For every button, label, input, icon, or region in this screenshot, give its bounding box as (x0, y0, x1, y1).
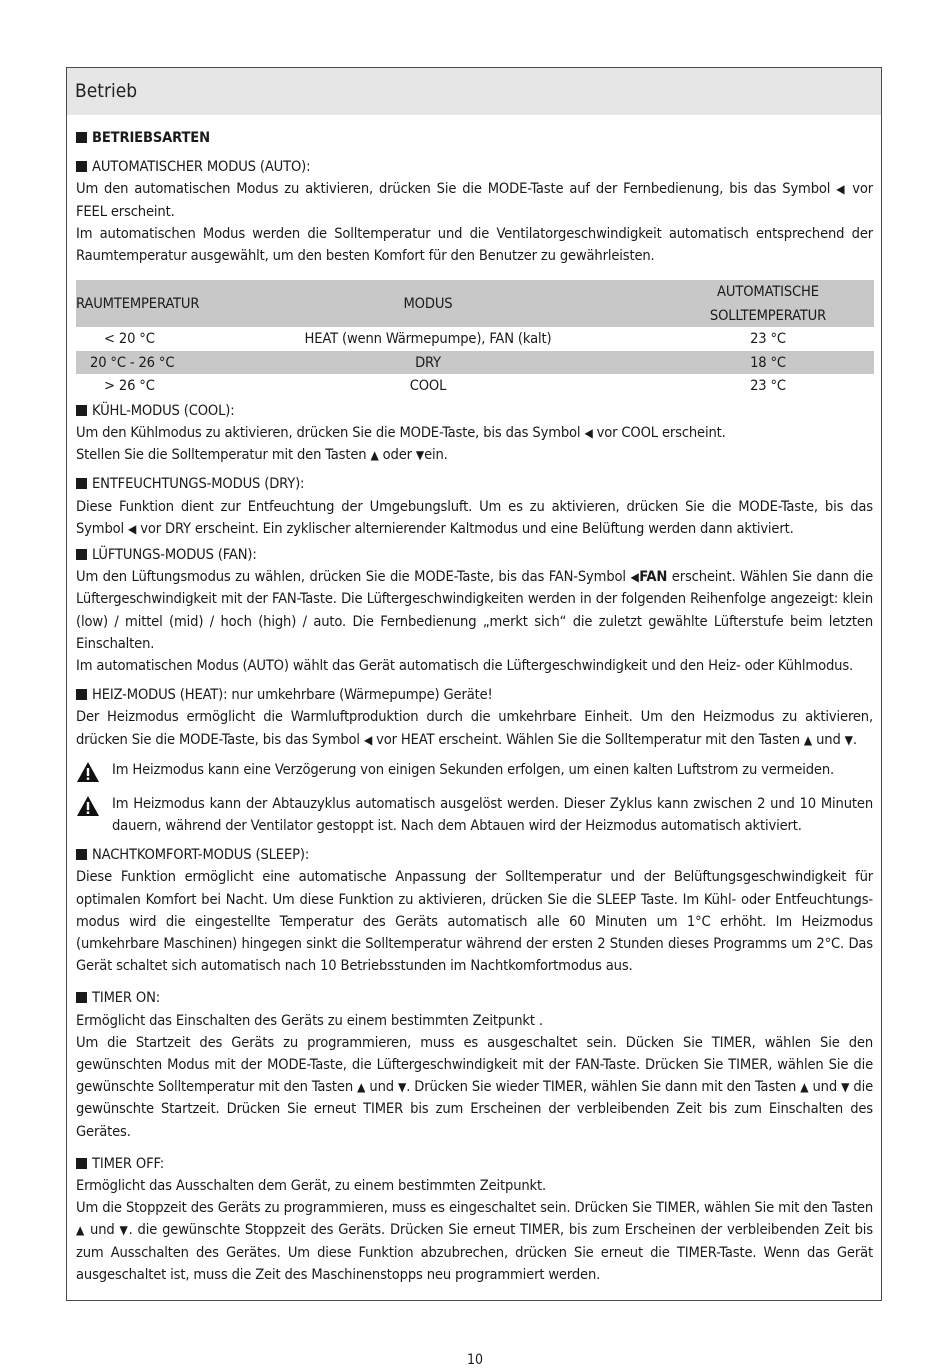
table-header-cell: AUTOMATISCHE SOLLTEMPERATUR (562, 280, 874, 327)
square-bullet-icon (76, 478, 87, 489)
square-bullet-icon (76, 992, 87, 1003)
page-header (67, 68, 881, 115)
timer-off-heading: TIMER OFF: (76, 1153, 873, 1175)
table-header-row (76, 280, 874, 327)
arrow-left-icon: ◀ (836, 182, 847, 197)
arrow-up-icon: ▲ (803, 732, 813, 747)
warning-icon (76, 795, 100, 817)
timer-on-paragraph-1: Ermöglicht das Einschalten des Geräts zu einem bestimmten Zeitpunkt . (76, 1011, 543, 1029)
table-cell: 20 °C - 26 °C (76, 351, 294, 375)
sleep-paragraph-1: Diese Funktion ermöglicht eine automatische Anpassung der Solltemperatur und der Belüftungsgeschwindigkeit für optimalen Komfort bei Nacht. Um diese Funktion zu aktivieren, drücken Sie die SLEEP Taste. Im Kühl- oder Entfeuchtungs-modus wird die eingestellte Temperatur des Geräts automatisch alle 60 Minuten um 1°C erhöht. Im Heizmodus (umkehrbare Maschinen) hingegen sinkt die Solltemperatur während der ersten 2 Stunden dieses Programms um 2°C. Das Gerät schaltet sich automatisch nach 10 Betriebsstunden im Nachtkomfortmodus aus. (76, 868, 873, 975)
square-bullet-icon (76, 132, 87, 143)
square-bullet-icon (76, 161, 87, 172)
arrow-left-icon: ◀ (630, 570, 640, 585)
cool-paragraph-1: Um den Kühlmodus zu aktivieren, drücken Sie die MODE-Taste, bis das Symbol ◀ vor COOL erscheint. (76, 423, 726, 441)
heat-paragraph-1: Der Heizmodus ermöglicht die Warmluftproduktion durch die umkehrbare Einheit. Um den Heizmodus zu aktivieren, drücken Sie die MODE-Taste, bis das Symbol ◀ vor HEAT erscheint. Wählen Sie die Solltemperatur mit den Tasten ▲ und ▼. (76, 708, 873, 748)
page-number: 10 (466, 1352, 484, 1368)
auto-paragraph-1: Um den automatischen Modus zu aktivieren, drücken Sie die MODE-Taste auf der Fernbedienung, bis das Symbol ◀ vor FEEL erscheint. (76, 180, 874, 220)
arrow-down-icon: ▼ (398, 1080, 407, 1095)
table-cell: COOL (409, 377, 447, 395)
dry-paragraph-1: Diese Funktion dient zur Entfeuchtung der Umgebungsluft. Um es zu aktivieren, drücken Sie die MODE-Taste, bis das Symbol ◀ vor DRY erscheint. Ein zyklischer alternierender Kaltmodus und eine Belüftung werden dann aktiviert. (76, 497, 873, 537)
mode-table (76, 280, 874, 398)
square-bullet-icon (76, 849, 87, 860)
content-frame (66, 67, 882, 1301)
arrow-up-icon: ▲ (370, 448, 379, 463)
main-heading: BETRIEBSARTEN (76, 127, 873, 149)
table-row (76, 327, 874, 351)
warning-note-1: Im Heizmodus kann eine Verzögerung von einigen Sekunden erfolgen, um einen kalten Luftstrom zu vermeiden. (76, 759, 873, 783)
square-bullet-icon (76, 689, 87, 700)
warning-icon (76, 761, 100, 783)
arrow-down-icon: ▼ (119, 1223, 129, 1238)
table-header-cell: MODUS (294, 280, 562, 327)
heat-heading: HEIZ-MODUS (HEAT): nur umkehrbare (Wärmepumpe) Geräte! (76, 684, 873, 706)
table-row (76, 374, 874, 398)
square-bullet-icon (76, 549, 87, 560)
arrow-down-icon: ▼ (844, 732, 853, 747)
fan-paragraph-2: Im automatischen Modus (AUTO) wählt das Gerät automatisch die Lüftergeschwindigkeit und den Heiz- oder Kühlmodus. (76, 656, 854, 674)
auto-paragraph-2: Im automatischen Modus werden die Solltemperatur und die Ventilatorgeschwindigkeit automatisch entsprechend der Raumtemperatur ausgewählt, um den besten Komfort für den Benutzer zu gewährleisten. (76, 224, 873, 265)
arrow-up-icon: ▲ (800, 1080, 809, 1095)
cool-heading: KÜHL-MODUS (COOL): (76, 400, 873, 422)
sleep-heading: NACHTKOMFORT-MODUS (SLEEP): (76, 844, 873, 866)
table-row (76, 351, 874, 375)
table-header-cell: RAUMTEMPERATUR (76, 280, 294, 327)
timer-on-heading: TIMER ON: (76, 987, 873, 1009)
table-cell: HEAT (wenn Wärmepumpe), FAN (kalt) (304, 330, 552, 348)
auto-heading: AUTOMATISCHER MODUS (AUTO): (76, 156, 873, 178)
page-content (67, 127, 881, 1286)
arrow-left-icon: ◀ (128, 521, 137, 536)
cool-paragraph-2: Stellen Sie die Solltemperatur mit den Tasten ▲ oder ▼ein. (76, 446, 448, 464)
table-cell: 18 °C (562, 351, 874, 375)
square-bullet-icon (76, 405, 87, 416)
arrow-left-icon: ◀ (363, 732, 373, 747)
table-cell: 23 °C (750, 377, 786, 395)
page-title: Betrieb (75, 80, 138, 102)
fan-heading: LÜFTUNGS-MODUS (FAN): (76, 544, 873, 566)
warning-note-2: Im Heizmodus kann der Abtauzyklus automatisch ausgelöst werden. Dieser Zyklus kann zwischen 2 und 10 Minuten dauern, während der Ventilator gestoppt ist. Nach dem Abtauen wird der Heizmodus automatisch aktiviert. (76, 793, 873, 837)
arrow-up-icon: ▲ (76, 1223, 86, 1238)
arrow-down-icon: ▼ (415, 448, 425, 463)
table-cell: > 26 °C (104, 377, 155, 395)
square-bullet-icon (76, 1158, 87, 1169)
dry-heading: ENTFEUCHTUNGS-MODUS (DRY): (76, 473, 873, 495)
timer-on-paragraph-2: Um die Startzeit des Geräts zu programmieren, muss es ausgeschaltet sein. Dücken Sie TIMER, wählen Sie den gewünschten Modus mit der MODE-Taste, die Lüftergeschwindigkeit mit der FAN-Taste. Drücken Sie TIMER, wählen Sie die gewünschte Solltemperatur mit den Tasten ▲ und ▼. Drücken Sie wieder TIMER, wählen Sie dann mit den Tasten ▲ und ▼ die gewünschte Startzeit. Drücken Sie erneut TIMER bis zum Erscheinen der verbleibenden Zeit bis zum Einschalten des Gerätes. (76, 1033, 874, 1140)
timer-off-paragraph-1: Ermöglicht das Ausschalten dem Gerät, zu einem bestimmten Zeitpunkt. (76, 1177, 547, 1195)
fan-symbol-label: FAN (639, 568, 668, 586)
timer-off-paragraph-2: Um die Stoppzeit des Geräts zu programmieren, muss es eingeschaltet sein. Drücken Sie TIMER, wählen Sie mit den Tasten ▲ und ▼. die gewünschte Stoppzeit des Geräts. Drücken Sie erneut TIMER, bis zum Erscheinen der verbleibenden Zeit bis zum Ausschalten des Gerätes. Um diese Funktion abzubrechen, drücken Sie erneut die TIMER-Taste. Wenn das Gerät ausgeschaltet ist, muss die Zeit des Maschinenstopps neu programmiert werden. (76, 1199, 873, 1283)
arrow-left-icon: ◀ (584, 425, 593, 440)
arrow-up-icon: ▲ (357, 1080, 366, 1095)
table-cell: 23 °C (750, 330, 786, 348)
table-cell: DRY (294, 351, 562, 375)
fan-paragraph-1: Um den Lüftungsmodus zu wählen, drücken Sie die MODE-Taste, bis das FAN-Symbol ◀FAN erscheint. Wählen Sie dann die Lüftergeschwindigkeit mit der FAN-Taste. Die Lüftergeschwindigkeiten werden in der folgenden Reihenfolge angezeigt: klein (low) / mittel (mid) / hoch (high) / auto. Die Fernbedienung „merkt sich“ die zuletzt gewählte Lüfterstufe beim letzten Einschalten. (76, 568, 873, 652)
arrow-down-icon: ▼ (841, 1080, 850, 1095)
table-cell: < 20 °C (104, 330, 155, 348)
